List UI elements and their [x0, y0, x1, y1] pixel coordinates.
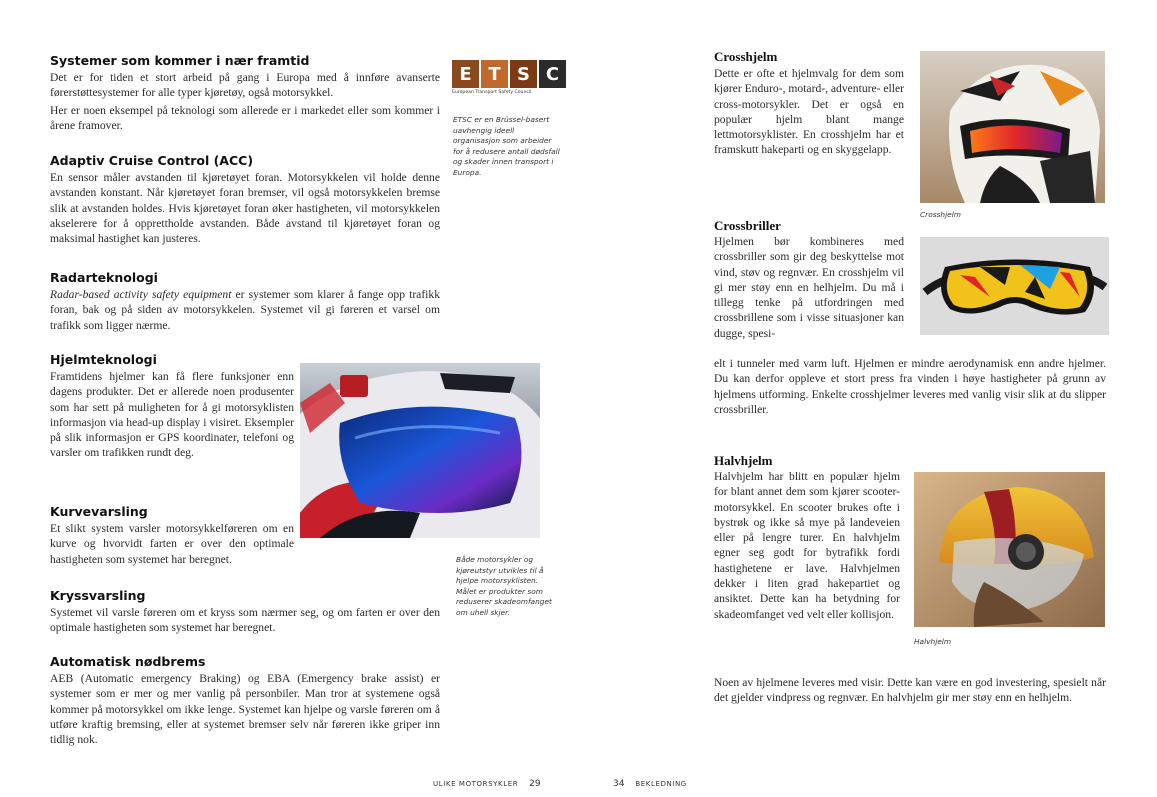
- section-body: En sensor måler avstanden til kjøretøyet foran. Motorsykkelen vil holde denne avstanden konstant. Når kjøretøyet foran bremser, vil også motorsykkelen bremse slik at avstanden holdes. Hvis kjøretøyet foran øker hastigheten, vil motorsykkelen akselerere for å opprettholde avstanden. Både avstand til kjøretøyet foran og maksimal hastighet kan justeres.: [50, 171, 440, 246]
- etsc-logo-letter: E: [452, 60, 479, 88]
- section-body: Hjelmen bør kombineres med crossbriller som gir deg beskyttelse mot vind, støv og regnvær. En crosshjelm vil gi mer støy enn en helhjelm. Du må i tillegg tenke på utfordringen med crossbrillene som i visse situasjoner kan dugge, spesi-: [714, 235, 904, 340]
- footer-right: [613, 779, 687, 789]
- section-body: Et slikt system varsler motorsykkelføreren om en kurve og hvorvidt farten er over den optimale hastigheten som systemet har beregnet.: [50, 522, 294, 566]
- page-number: 34: [613, 779, 625, 789]
- halvhjelm-caption: Halvhjelm: [914, 637, 952, 646]
- section-title: Crossbriller: [714, 218, 781, 233]
- page-number: 29: [529, 779, 541, 789]
- etsc-logo-letter: C: [539, 60, 566, 88]
- section-title: Hjelmteknologi: [50, 352, 157, 367]
- section-title: Kryssvarsling: [50, 588, 146, 603]
- section-title: Crosshjelm: [714, 49, 778, 64]
- section-body: elt i tunneler med varm luft. Hjelmen er mindre aerodynamisk enn andre hjelmer. Du kan derfor oppleve et stort press fra vinden i høye hastigheter på grunn av hjelmens utforming. Enkelte crosshjelmer leveres med vanlig visir slik at du slipper crossbriller.: [714, 357, 1106, 416]
- section-body: Det er for tiden et stort arbeid på gang i Europa med å innføre avanserte førerstøttesystemer for alle typer kjøretøy, også motorsykkel.: [50, 71, 440, 100]
- crossbriller-photo: [920, 237, 1109, 335]
- section-title: Automatisk nødbrems: [50, 654, 206, 669]
- section-body: Systemet vil varsle føreren om et kryss som nærmer seg, og om farten er over den optimale hastigheten som systemet har beregnet.: [50, 606, 440, 635]
- section-body: Her er noen eksempel på teknologi som allerede er i markedet eller som kommer i årene framover.: [50, 104, 440, 133]
- etsc-logo-letter: S: [510, 60, 537, 88]
- section-body: Framtidens hjelmer kan få flere funksjoner enn dagens produkter. Det er allerede noen produsenter som har sett på muligheten for å gi motorsyklisten informasjon via head-up display i visiret. Eksempler på slik informasjon er GPS koordinater, telefoni og varsler om trafikken rundt deg.: [50, 370, 294, 460]
- halvhjelm-photo: [914, 472, 1105, 627]
- helmet-hud-photo: [300, 363, 540, 538]
- section-title: Radarteknologi: [50, 270, 158, 285]
- section-body: Dette er ofte et hjelmvalg for dem som kjører Enduro-, motard-, adventure- eller cross-motorsykler. Det er også en populær hjelm blant mange lettmotorsyklister. En crosshjelm har et framskutt hakeparti og en skyggelapp.: [714, 67, 904, 157]
- footer-left: [433, 779, 541, 789]
- section-body: Noen av hjelmene leveres med visir. Dette kan være en god investering, spesielt når det gjelder vindpress og regnvær. En halvhjelm gir mer støy enn en helhjelm.: [714, 676, 1106, 705]
- etsc-logo: [452, 60, 568, 104]
- section-body: AEB (Automatic emergency Braking) og EBA (Emergency brake assist) er systemer som er mer og mer vanlig på personbiler. Man tror at systemene også kommer på motorsykkel om ikke lenge. Systemet kan hjelpe og varsle føreren om å utføre kraftig bremsing, eller at systemet bremser selv når føreren ikke griper inn tidlig nok.: [50, 672, 440, 747]
- section-body: [50, 287, 440, 333]
- section-title: Systemer som kommer i nær framtid: [50, 53, 310, 68]
- section-title: Halvhjelm: [714, 453, 773, 468]
- etsc-logo-tagline: European Transport Safety Council: [452, 90, 532, 95]
- etsc-logo-letter: T: [481, 60, 508, 88]
- helmet-caption: Både motorsykler og kjøreutstyr utvikles til å hjelpe motorsyklisten. Målet er produkter som reduserer skadeomfanget om uhell skjer.: [456, 555, 552, 617]
- footer-label: ULIKE MOTORSYKLER: [433, 780, 519, 788]
- etsc-caption: ETSC er en Brüssel-basert uavhengig ideell organisasjon som arbeider for å redusere antall dødsfall og skader innen transport i Europa.: [453, 115, 560, 177]
- section-title: Adaptiv Cruise Control (ACC): [50, 153, 254, 168]
- crosshjelm-caption: Crosshjelm: [920, 210, 961, 219]
- section-body-text: er systemer som klarer å fange opp trafikk foran, bak og på siden av motorsykkelen. Systemet vil gi føreren et varsel om trafikk som ligger nærme.: [50, 288, 440, 332]
- section-body-emphasis: Radar-based activity safety equipment: [50, 288, 232, 301]
- section-body: Halvhjelm har blitt en populær hjelm for blant annet dem som kjører scooter-motorsykkel. En scooter brukes ofte i bystrøk og ikke så mye på landeveien eller på lengre turer. En halvhjelm egner seg godt for bytrafikk fordi hastighetene er lave. Halvhjelmen dekker i liten grad hakepartiet og ansiktet. Dette kan ha betydning for skadeomfanget ved velt eller kollisjon.: [714, 470, 900, 621]
- footer-label: BEKLEDNING: [635, 780, 687, 788]
- crosshjelm-photo: [920, 51, 1105, 203]
- section-title: Kurvevarsling: [50, 504, 148, 519]
